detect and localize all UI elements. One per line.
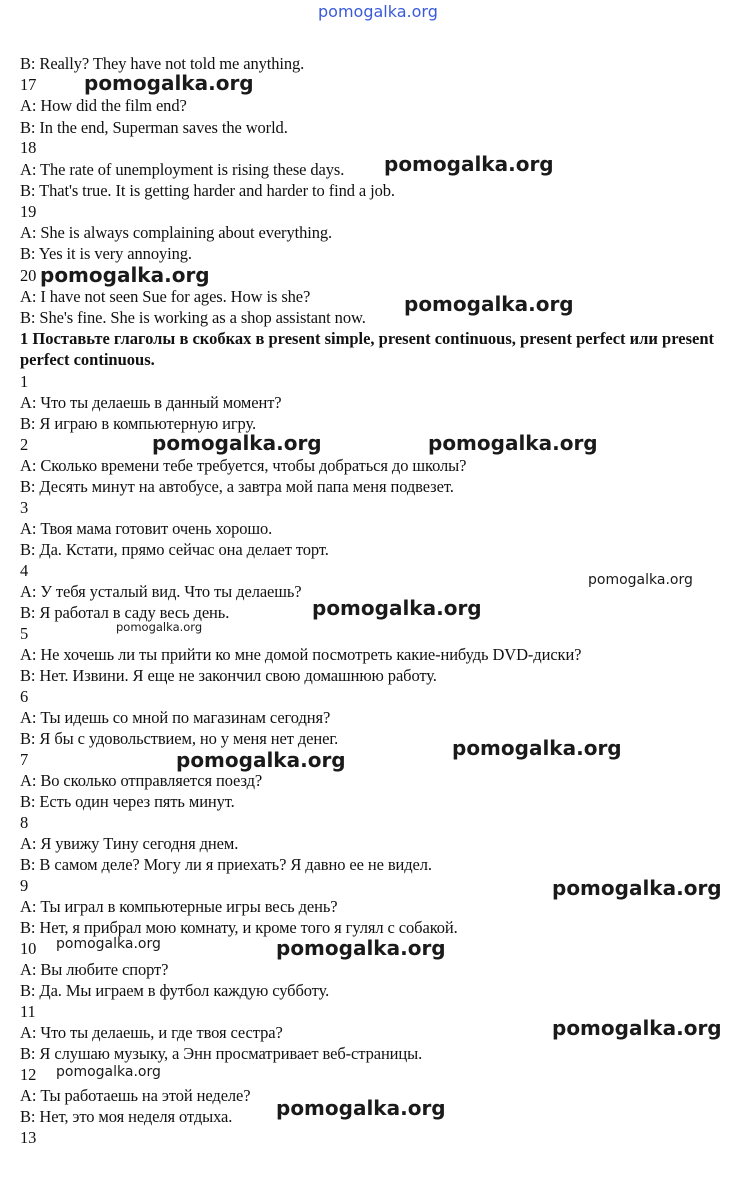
- watermark: pomogalka.org: [56, 936, 161, 952]
- text-line: B: Да. Мы играем в футбол каждую субботу.: [20, 981, 330, 1000]
- text-line: B: Нет, я прибрал мою комнату, и кроме того я гулял с собакой.: [20, 918, 458, 937]
- text-line: A: Я увижу Тину сегодня днем.: [20, 834, 239, 853]
- item-number: 3: [20, 498, 29, 517]
- text-line: A: The rate of unemployment is rising these days.: [20, 160, 345, 179]
- item-number: 7: [20, 750, 29, 769]
- item-number: 5: [20, 624, 29, 643]
- watermark: pomogalka.org: [276, 1096, 446, 1120]
- watermark: pomogalka.org: [116, 620, 203, 634]
- text-line: B: Я играю в компьютерную игру.: [20, 414, 256, 433]
- watermark: pomogalka.org: [56, 1064, 161, 1080]
- text-line: A: Во сколько отправляется поезд?: [20, 771, 263, 790]
- text-line: A: Вы любите спорт?: [20, 960, 169, 979]
- watermark: pomogalka.org: [384, 152, 554, 176]
- watermark: pomogalka.org: [176, 748, 346, 772]
- text-line: B: She's fine. She is working as a shop assistant now.: [20, 308, 366, 327]
- watermark: pomogalka.org: [552, 876, 722, 900]
- header-watermark: pomogalka.org: [318, 2, 438, 21]
- text-line: A: How did the film end?: [20, 96, 187, 115]
- item-number: 6: [20, 687, 29, 706]
- watermark: pomogalka.org: [40, 263, 210, 287]
- watermark: pomogalka.org: [452, 736, 622, 760]
- text-line: B: Yes it is very annoying.: [20, 244, 192, 263]
- item-number: 4: [20, 561, 29, 580]
- text-line: B: Да. Кстати, прямо сейчас она делает торт.: [20, 540, 329, 559]
- text-line: A: У тебя усталый вид. Что ты делаешь?: [20, 582, 302, 601]
- item-number: 9: [20, 876, 29, 895]
- text-line: B: Нет. Извини. Я еще не закончил свою домашнюю работу.: [20, 666, 437, 685]
- text-line: A: Что ты делаешь, и где твоя сестра?: [20, 1023, 283, 1042]
- text-line: B: Really? They have not told me anything.: [20, 54, 305, 73]
- item-number: 11: [20, 1002, 36, 1021]
- item-number: 10: [20, 939, 37, 958]
- text-line: A: Не хочешь ли ты прийти ко мне домой посмотреть какие-нибудь DVD-диски?: [20, 645, 582, 664]
- item-number: 8: [20, 813, 29, 832]
- text-line: A: Твоя мама готовит очень хорошо.: [20, 519, 273, 538]
- item-number: 2: [20, 435, 29, 454]
- item-number: 13: [20, 1128, 37, 1147]
- item-number: 20: [20, 266, 37, 285]
- text-line: B: Есть один через пять минут.: [20, 792, 235, 811]
- text-line: B: Я работал в саду весь день.: [20, 603, 230, 622]
- text-line: A: Ты работаешь на этой неделе?: [20, 1086, 251, 1105]
- text-line: A: She is always complaining about everything.: [20, 223, 333, 242]
- text-line: A: Сколько времени тебе требуется, чтобы добраться до школы?: [20, 456, 467, 475]
- watermark: pomogalka.org: [428, 431, 598, 455]
- text-line: A: Ты идешь со мной по магазинам сегодня?: [20, 708, 331, 727]
- exercise-heading: 1 Поставьте глаголы в скобках в present simple, present continuous, present perfect или present perfect continuous.: [20, 329, 714, 369]
- item-number: 19: [20, 202, 37, 221]
- item-number: 1: [20, 372, 29, 391]
- item-number: 17: [20, 75, 37, 94]
- text-line: B: In the end, Superman saves the world.: [20, 118, 288, 137]
- watermark: pomogalka.org: [152, 431, 322, 455]
- text-line: A: Ты играл в компьютерные игры весь день?: [20, 897, 338, 916]
- text-line: B: That's true. It is getting harder and harder to find a job.: [20, 181, 395, 200]
- text-line: B: Я слушаю музыку, а Энн просматривает веб-страницы.: [20, 1044, 423, 1063]
- watermark: pomogalka.org: [404, 292, 574, 316]
- watermark: pomogalka.org: [552, 1016, 722, 1040]
- watermark: pomogalka.org: [312, 596, 482, 620]
- watermark: pomogalka.org: [276, 936, 446, 960]
- text-line: A: Что ты делаешь в данный момент?: [20, 393, 282, 412]
- watermark: pomogalka.org: [84, 71, 254, 95]
- watermark: pomogalka.org: [588, 572, 693, 588]
- text-line: B: Нет, это моя неделя отдыха.: [20, 1107, 233, 1126]
- text-line: B: Я бы с удовольствием, но у меня нет денег.: [20, 729, 339, 748]
- text-line: B: В самом деле? Могу ли я приехать? Я давно ее не видел.: [20, 855, 432, 874]
- item-number: 18: [20, 138, 37, 157]
- text-line: A: I have not seen Sue for ages. How is she?: [20, 287, 311, 306]
- item-number: 12: [20, 1065, 37, 1084]
- text-line: B: Десять минут на автобусе, а завтра мой папа меня подвезет.: [20, 477, 454, 496]
